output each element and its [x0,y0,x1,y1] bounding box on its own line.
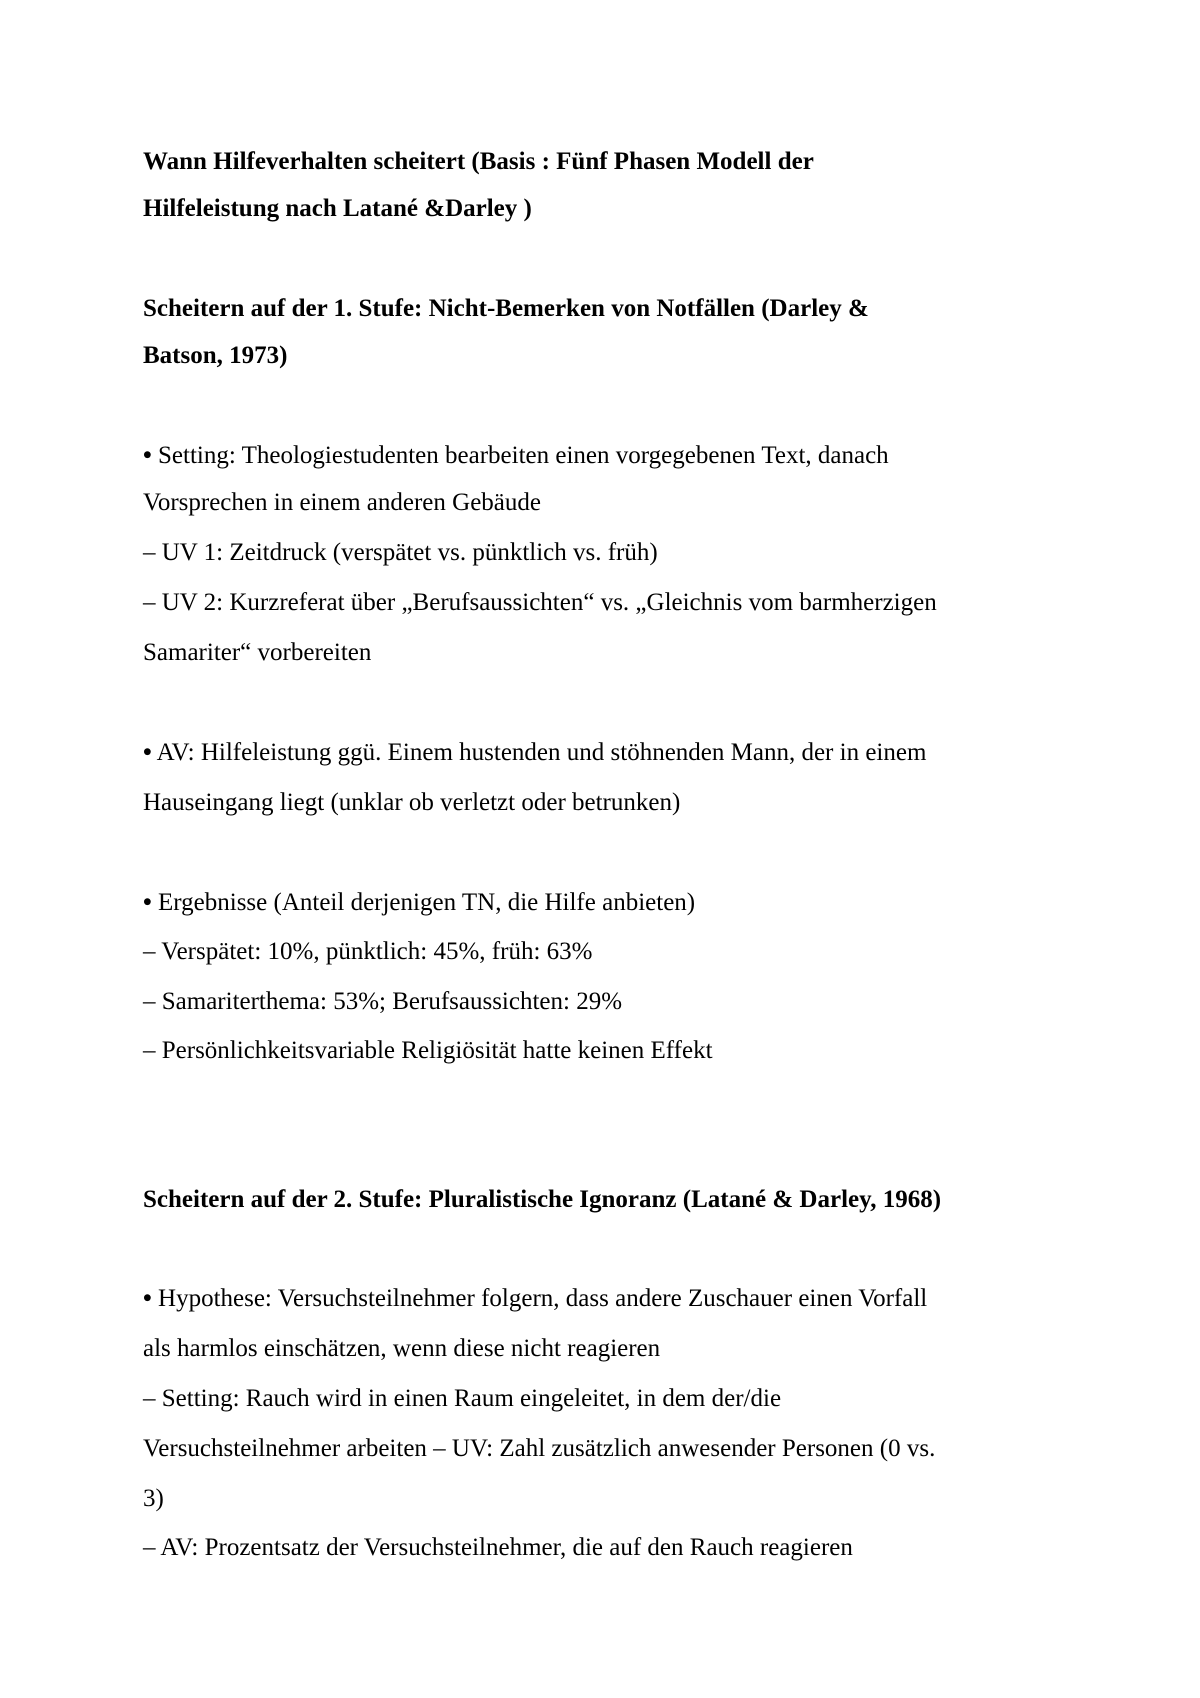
bullet-mark: • [143,442,152,469]
uv2-line-1: – UV 2: Kurzreferat über „Berufsaussichten“ vs. „Gleichnis vom barmherzigen [143,589,937,616]
setting-line-2: Vorsprechen in einem anderen Gebäude [143,489,541,516]
section-1-title-line-2: Batson, 1973) [143,342,288,369]
bullet-mark: • [143,889,152,916]
section-2-setting-line-1: – Setting: Rauch wird in einen Raum eingeleitet, in dem der/die [143,1385,782,1412]
uv1-line: – UV 1: Zeitdruck (verspätet vs. pünktlich vs. früh) [143,539,658,566]
section-1-title-line-1: Scheitern auf der 1. Stufe: Nicht-Bemerken von Notfällen (Darley & [143,295,869,322]
results-item-2: – Samariterthema: 53%; Berufsaussichten: 29% [143,988,623,1015]
results-title: Ergebnisse (Anteil derjenigen TN, die Hilfe anbieten) [151,889,696,916]
setting-label: Setting: [158,442,236,469]
hypothesis-label: Hypothese: [151,1285,272,1312]
hypothesis-bullet-line [143,1284,927,1314]
av-line-2: Hauseingang liegt (unklar ob verletzt oder betrunken) [143,789,681,816]
bullet-mark: • [143,1285,152,1312]
setting-bullet-line [143,441,889,471]
uv2-line-2: Samariter“ vorbereiten [143,639,372,666]
hypothesis-text: Versuchsteilnehmer folgern, dass andere Zuschauer einen Vorfall [271,1285,928,1312]
results-item-3: – Persönlichkeitsvariable Religiösität hatte keinen Effekt [143,1037,713,1064]
section-2-setting-line-3: 3) [143,1485,164,1512]
section-2-title: Scheitern auf der 2. Stufe: Pluralistische Ignoranz (Latané & Darley, 1968) [143,1186,942,1213]
hypothesis-line-2: als harmlos einschätzen, wenn diese nicht reagieren [143,1335,661,1362]
bullet-mark: • [143,739,152,766]
av-text: AV: Hilfeleistung ggü. Einem hustenden und stöhnenden Mann, der in einem [151,739,927,766]
section-2-setting-line-2: Versuchsteilnehmer arbeiten – UV: Zahl zusätzlich anwesender Personen (0 vs. [143,1435,936,1462]
document-title-line-2: Hilfeleistung nach Latané &Darley ) [143,195,532,222]
section-2-av-line: – AV: Prozentsatz der Versuchsteilnehmer, die auf den Rauch reagieren [143,1534,853,1561]
document-title-line-1: Wann Hilfeverhalten scheitert (Basis : Fünf Phasen Modell der [143,148,814,175]
setting-text: Theologiestudenten bearbeiten einen vorgegebenen Text, danach [235,442,889,469]
results-bullet-line [143,888,695,918]
results-item-1: – Verspätet: 10%, pünktlich: 45%, früh: 63% [143,938,593,965]
av-bullet-line [143,738,926,768]
